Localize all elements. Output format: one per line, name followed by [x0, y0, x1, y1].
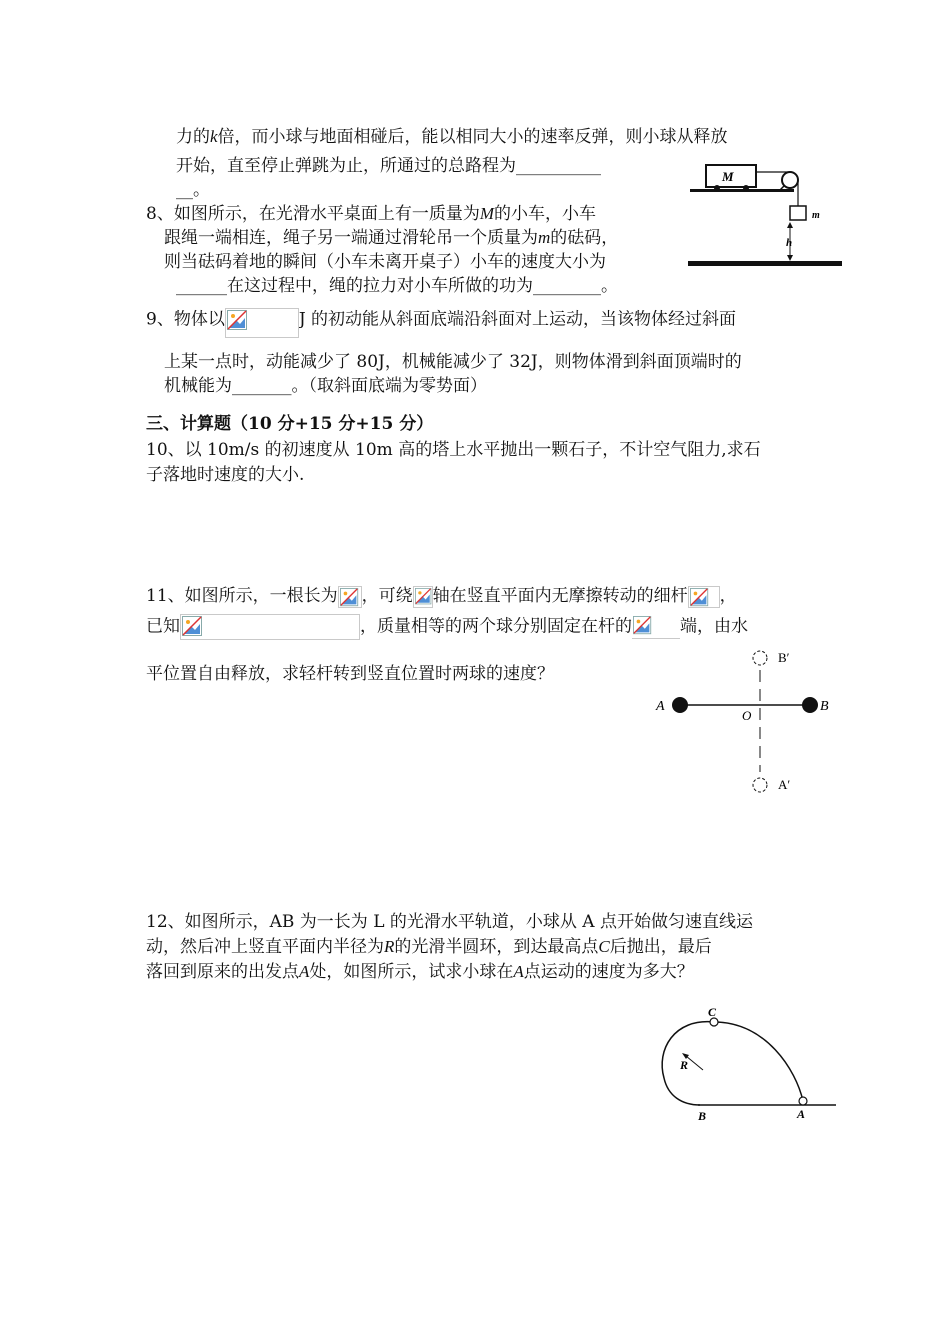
q11-label-A: A — [656, 699, 665, 714]
broken-image-icon — [632, 615, 680, 639]
q11-label-O: O — [742, 708, 752, 723]
q8-text: 跟绳一端相连，绳子另一端通过滑轮吊一个质量为 — [164, 228, 538, 248]
q8-text: 8、如图所示，在光滑水平桌面上有一质量为 — [146, 204, 480, 224]
q12-text: 的光滑半圆环，到达最高点 — [394, 937, 599, 957]
q7-text: 倍，而小球与地面相碰后，能以相同大小的速率反弹，则小球从释放 — [217, 127, 728, 147]
q11-label-B-prime: B′ — [778, 650, 790, 665]
q8-line3: 则当砝码着地的瞬间（小车未离开桌子）小车的速度大小为 — [164, 252, 606, 272]
q11-text: 11、如图所示，一根长为 — [146, 586, 338, 606]
q9-line1 — [146, 302, 736, 338]
q7-line1 — [176, 125, 728, 149]
q12-text: 处，如图所示，试求小球在 — [309, 962, 514, 982]
q12-loop — [662, 1022, 714, 1105]
q11-line1 — [146, 584, 737, 608]
q8-arrowhead — [787, 222, 793, 228]
q7-text: 力的 — [176, 127, 210, 147]
q12-text: 落回到原来的出发点 — [146, 962, 299, 982]
q11-text: ，可绕 — [361, 586, 413, 606]
q11-text: ，质量相等的两个球分别固定在杆的 — [360, 616, 632, 637]
broken-image-icon — [180, 614, 360, 640]
q11-figure — [650, 644, 840, 800]
q12-projectile-path — [714, 1022, 803, 1101]
q9-text: J 的初动能从斜面底端沿斜面对上运动，当该物体经过斜面 — [298, 309, 737, 330]
q12-label-B: B — [698, 1109, 707, 1123]
q7-k: k — [210, 127, 218, 146]
q12-label-R: R — [680, 1058, 689, 1072]
q8-text: 的砝码， — [550, 228, 619, 248]
q9-text: 9、物体以 — [146, 309, 225, 330]
q12-text: 动，然后冲上竖直平面内半径为 — [146, 937, 384, 957]
q12-text: 点运动的速度为多大？ — [523, 962, 694, 982]
q11-line2 — [146, 614, 748, 640]
q11-text: 端，由水 — [680, 616, 748, 637]
q11-label-B: B — [820, 699, 829, 714]
q10-line2: 子落地时速度的大小. — [146, 465, 305, 485]
q7-line3: __。 — [176, 180, 210, 200]
q11-label-A-prime: A′ — [778, 777, 791, 792]
q11-line3: 平位置自由释放，求轻杆转到竖直位置时两球的速度？ — [146, 664, 554, 684]
q12-point-C — [710, 1018, 718, 1026]
q8-label-m: m — [812, 210, 820, 221]
q8-pulley — [782, 172, 798, 188]
q8-label-M: M — [722, 169, 734, 184]
broken-image-icon — [225, 308, 299, 338]
q8-text: 的小车，小车 — [494, 204, 596, 224]
q11-text: 轴在竖直平面内无摩擦转动的细杆 — [432, 586, 688, 606]
q10-line1: 10、以 10m/s 的初速度从 10m 高的塔上水平抛出一颗石子，不计空气阻力,求石 — [146, 440, 761, 460]
q11-ball-A-prime — [753, 778, 767, 792]
broken-image-icon — [338, 586, 362, 608]
q8-wheel — [714, 185, 720, 191]
q12-line3 — [146, 960, 694, 984]
q8-mass — [790, 206, 806, 220]
q12-A: A — [299, 962, 310, 981]
q8-table-top — [690, 189, 794, 192]
q8-figure — [684, 156, 844, 272]
q12-C: C — [598, 937, 610, 956]
q8-line1 — [146, 202, 596, 226]
q11-ball-B — [802, 697, 818, 713]
q12-A2: A — [513, 962, 524, 981]
q8-m: m — [538, 228, 551, 247]
q12-text: 后抛出，最后 — [609, 937, 712, 957]
q8-wheel — [743, 185, 749, 191]
q9-line2: 上某一点时，动能减少了 80J，机械能减少了 32J，则物体滑到斜面顶端时的 — [164, 352, 742, 372]
q12-figure — [656, 1006, 842, 1126]
q12-label-C: C — [708, 1006, 717, 1019]
q12-line1: 12、如图所示，AB 为一长为 L 的光滑水平轨道，小球从 A 点开始做匀速直线运 — [146, 912, 753, 932]
q8-M: M — [479, 204, 494, 223]
q8-label-h: h — [786, 237, 793, 249]
q11-text: 已知 — [146, 616, 180, 637]
q11-ball-A — [672, 697, 688, 713]
q8-line2 — [164, 226, 618, 250]
q11-ball-B-prime — [753, 651, 767, 665]
q12-label-A: A — [797, 1107, 806, 1121]
q8-ground — [688, 261, 842, 266]
q8-arrowhead — [787, 255, 793, 261]
q12-radius — [686, 1056, 703, 1070]
q7-line2: 开始，直至停止弹跳为止，所通过的总路程为__________ — [176, 156, 601, 176]
q12-line2 — [146, 935, 712, 959]
broken-image-icon — [413, 586, 433, 608]
q8-line4: ______在这过程中，绳的拉力对小车所做的功为________。 — [176, 276, 618, 296]
q12-R: R — [384, 937, 395, 956]
section3-title: 三、计算题（10 分+15 分+15 分） — [146, 414, 434, 434]
broken-image-icon — [688, 586, 720, 608]
q9-line3: 机械能为_______。（取斜面底端为零势面） — [164, 376, 487, 396]
q11-text: ， — [719, 586, 737, 606]
q12-point-A — [799, 1097, 807, 1105]
